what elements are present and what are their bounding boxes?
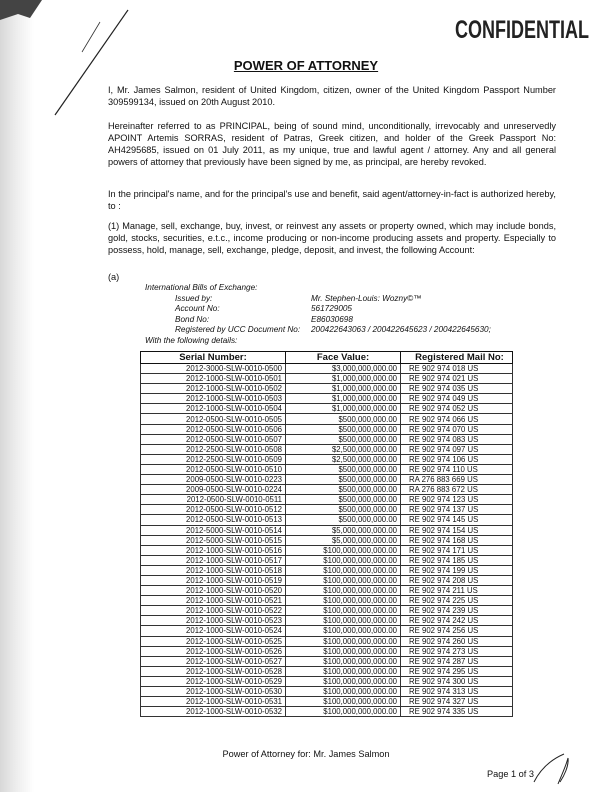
footer-text: Power of Attorney for: Mr. James Salmon [222,749,390,759]
ucc-value: 200422643063 / 200422645623 / 200422645630; [311,325,491,335]
serial-number-cell: 2012-1000-SLW-0010-0522 [141,606,286,616]
serial-number-cell: 2012-1000-SLW-0010-0524 [141,626,286,636]
ucc-label: Registered by UCC Document No: [175,325,301,335]
table-row [141,495,513,505]
table-row [141,687,513,697]
registered-mail-cell: RE 902 974 021 US [401,374,513,384]
table-row [141,676,513,686]
face-value-cell: $100,000,000,000.00 [286,676,401,686]
issued-by-label: Issued by: [175,293,213,303]
face-value-cell: $500,000,000.00 [286,495,401,505]
table-row [141,424,513,434]
registered-mail-header: Registered Mail No: [401,352,513,364]
serial-number-cell: 2012-1000-SLW-0010-0501 [141,374,286,384]
account-label: Account No: [175,304,220,314]
serial-number-cell: 2009-0500-SLW-0010-0224 [141,485,286,495]
face-value-cell: $1,000,000,000.00 [286,404,401,414]
registered-mail-cell: RE 902 974 052 US [401,404,513,414]
registered-mail-cell: RE 902 974 145 US [401,515,513,525]
serial-number-cell: 2012-0500-SLW-0010-0506 [141,424,286,434]
table-row [141,414,513,424]
face-value-cell: $100,000,000,000.00 [286,656,401,666]
face-value-cell: $500,000,000.00 [286,505,401,515]
table-header-row [141,352,513,364]
table-row [141,586,513,596]
serial-number-cell: 2012-0500-SLW-0010-0505 [141,414,286,424]
serial-number-cell: 2012-0500-SLW-0010-0511 [141,495,286,505]
registered-mail-cell: RE 902 974 211 US [401,586,513,596]
registered-mail-cell: RE 902 974 070 US [401,424,513,434]
document-title: POWER OF ATTORNEY [233,58,379,73]
registered-mail-cell: RE 902 974 287 US [401,656,513,666]
face-value-cell: $100,000,000,000.00 [286,575,401,585]
table-body [141,364,513,717]
table-row [141,434,513,444]
serial-number-cell: 2012-1000-SLW-0010-0529 [141,676,286,686]
face-value-cell: $100,000,000,000.00 [286,586,401,596]
with-details-text: With the following details: [145,335,238,345]
serial-number-cell: 2012-1000-SLW-0010-0519 [141,575,286,585]
table-row [141,464,513,474]
registered-mail-cell: RE 902 974 185 US [401,555,513,565]
serial-number-cell: 2012-1000-SLW-0010-0528 [141,666,286,676]
face-value-cell: $1,000,000,000.00 [286,374,401,384]
table-row [141,596,513,606]
table-row [141,656,513,666]
serial-number-cell: 2012-1000-SLW-0010-0504 [141,404,286,414]
face-value-header: Face Value: [286,352,401,364]
registered-mail-cell: RE 902 974 260 US [401,636,513,646]
face-value-cell: $100,000,000,000.00 [286,687,401,697]
serial-number-cell: 2012-1000-SLW-0010-0531 [141,697,286,707]
serial-number-cell: 2012-1000-SLW-0010-0525 [141,636,286,646]
serial-number-cell: 2012-1000-SLW-0010-0532 [141,707,286,717]
face-value-cell: $500,000,000.00 [286,464,401,474]
table-row [141,505,513,515]
face-value-cell: $100,000,000,000.00 [286,596,401,606]
serial-number-cell: 2012-1000-SLW-0010-0530 [141,687,286,697]
initials-signature [528,752,578,786]
account-value: 561729005 [311,304,352,314]
confidential-stamp: CONFIDENTIAL [455,16,589,44]
registered-mail-cell: RE 902 974 123 US [401,495,513,505]
face-value-cell: $100,000,000,000.00 [286,545,401,555]
registered-mail-cell: RE 902 974 199 US [401,565,513,575]
table-row [141,444,513,454]
table-row [141,374,513,384]
table-row [141,697,513,707]
registered-mail-cell: RE 902 974 083 US [401,434,513,444]
registered-mail-cell: RE 902 974 313 US [401,687,513,697]
serial-number-cell: 2012-0500-SLW-0010-0507 [141,434,286,444]
registered-mail-cell: RE 902 974 171 US [401,545,513,555]
face-value-cell: $100,000,000,000.00 [286,565,401,575]
serial-number-cell: 2012-1000-SLW-0010-0516 [141,545,286,555]
serial-number-cell: 2012-1000-SLW-0010-0527 [141,656,286,666]
registered-mail-cell: RE 902 974 035 US [401,384,513,394]
table-row [141,626,513,636]
face-value-cell: $500,000,000.00 [286,515,401,525]
registered-mail-cell: RE 902 974 110 US [401,464,513,474]
serial-number-cell: 2012-1000-SLW-0010-0503 [141,394,286,404]
section-marker: (a) [108,272,120,282]
registered-mail-cell: RE 902 974 066 US [401,414,513,424]
face-value-cell: $500,000,000.00 [286,485,401,495]
face-value-cell: $3,000,000,000.00 [286,364,401,374]
table-row [141,515,513,525]
table-row [141,485,513,495]
table-row [141,636,513,646]
face-value-cell: $1,000,000,000.00 [286,384,401,394]
serial-number-cell: 2012-1000-SLW-0010-0526 [141,646,286,656]
page-indicator: Page 1 of 3 [487,769,534,779]
face-value-cell: $100,000,000,000.00 [286,697,401,707]
table-row [141,606,513,616]
registered-mail-cell: RE 902 974 018 US [401,364,513,374]
bond-label: Bond No: [175,314,210,324]
table-row [141,404,513,414]
face-value-cell: $100,000,000,000.00 [286,616,401,626]
serial-number-cell: 2012-1000-SLW-0010-0521 [141,596,286,606]
face-value-cell: $2,500,000,000.00 [286,444,401,454]
registered-mail-cell: RA 276 883 672 US [401,485,513,495]
face-value-cell: $100,000,000,000.00 [286,636,401,646]
table-row [141,475,513,485]
table-row [141,535,513,545]
registered-mail-cell: RE 902 974 327 US [401,697,513,707]
table-row [141,555,513,565]
registered-mail-cell: RE 902 974 273 US [401,646,513,656]
details-heading: International Bills of Exchange: [145,283,258,292]
serial-number-cell: 2012-0500-SLW-0010-0512 [141,505,286,515]
registered-mail-cell: RE 902 974 256 US [401,626,513,636]
table-row [141,545,513,555]
serial-number-cell: 2012-5000-SLW-0010-0515 [141,535,286,545]
registered-mail-cell: RE 902 974 137 US [401,505,513,515]
registered-mail-cell: RE 902 974 300 US [401,676,513,686]
face-value-cell: $100,000,000,000.00 [286,606,401,616]
serial-number-cell: 2012-3000-SLW-0010-0500 [141,364,286,374]
registered-mail-cell: RE 902 974 049 US [401,394,513,404]
registered-mail-cell: RE 902 974 239 US [401,606,513,616]
serial-number-cell: 2012-0500-SLW-0010-0510 [141,464,286,474]
table-row [141,707,513,717]
table-row [141,575,513,585]
serial-number-cell: 2009-0500-SLW-0010-0223 [141,475,286,485]
principal-identity-paragraph: I, Mr. James Salmon, resident of United Kingdom, citizen, owner of the United Kingdom Passport Number 309599134, issued on 20th August 2010. [108,85,556,107]
bills-table [140,351,513,717]
authorization-paragraph: In the principal's name, and for the principal's use and benefit, said agent/attorney-in-fact is authorized hereby, to : [108,189,556,211]
table-row [141,394,513,404]
serial-number-header: Serial Number: [141,352,286,364]
table-row [141,384,513,394]
registered-mail-cell: RE 902 974 168 US [401,535,513,545]
appointment-paragraph: Hereinafter referred to as PRINCIPAL, being of sound mind, unconditionally, irrevocably and unreservedly APOINT Artemis SORRAS, resident of Patras, Greek citizen, and holder of the Greek Passport No: AH4295685, issued on 01 July 2011, as my unique, true and lawful agent / attorney. Any and all general powers of attorney that previously have been signed by me, as principal, are hereby revoked. [108,121,556,167]
face-value-cell: $500,000,000.00 [286,475,401,485]
face-value-cell: $500,000,000.00 [286,414,401,424]
serial-number-cell: 2012-0500-SLW-0010-0513 [141,515,286,525]
table-row [141,565,513,575]
serial-number-cell: 2012-5000-SLW-0010-0514 [141,525,286,535]
registered-mail-cell: RE 902 974 295 US [401,666,513,676]
registered-mail-cell: RE 902 974 242 US [401,616,513,626]
face-value-cell: $500,000,000.00 [286,424,401,434]
face-value-cell: $100,000,000,000.00 [286,646,401,656]
face-value-cell: $100,000,000,000.00 [286,626,401,636]
face-value-cell: $5,000,000,000.00 [286,535,401,545]
table-row [141,646,513,656]
serial-number-cell: 2012-1000-SLW-0010-0520 [141,586,286,596]
serial-number-cell: 2012-1000-SLW-0010-0502 [141,384,286,394]
registered-mail-cell: RA 276 883 669 US [401,475,513,485]
serial-number-cell: 2012-1000-SLW-0010-0517 [141,555,286,565]
face-value-cell: $500,000,000.00 [286,434,401,444]
bond-value: E86030698 [311,314,353,324]
issued-by-value: Mr. Stephen-Louis: Wozny©™ [311,293,422,303]
table-row [141,616,513,626]
powers-paragraph: (1) Manage, sell, exchange, buy, invest, or reinvest any assets or property owned, which may include bonds, gold, stocks, securities, e.t.c., income producing or non-income producing assets and property. Especially to possess, hold, manage, sell, exchange, pledge, deposit, and invest, the following Account: [108,221,556,255]
serial-number-cell: 2012-2500-SLW-0010-0508 [141,444,286,454]
serial-number-cell: 2012-1000-SLW-0010-0518 [141,565,286,575]
face-value-cell: $2,500,000,000.00 [286,454,401,464]
registered-mail-cell: RE 902 974 097 US [401,444,513,454]
face-value-cell: $1,000,000,000.00 [286,394,401,404]
registered-mail-cell: RE 902 974 335 US [401,707,513,717]
table-row [141,525,513,535]
face-value-cell: $100,000,000,000.00 [286,666,401,676]
serial-number-cell: 2012-2500-SLW-0010-0509 [141,454,286,464]
face-value-cell: $100,000,000,000.00 [286,707,401,717]
table-row [141,454,513,464]
table-row [141,364,513,374]
table-row [141,666,513,676]
registered-mail-cell: RE 902 974 106 US [401,454,513,464]
registered-mail-cell: RE 902 974 208 US [401,575,513,585]
registered-mail-cell: RE 902 974 225 US [401,596,513,606]
face-value-cell: $100,000,000,000.00 [286,555,401,565]
face-value-cell: $5,000,000,000.00 [286,525,401,535]
serial-number-cell: 2012-1000-SLW-0010-0523 [141,616,286,626]
registered-mail-cell: RE 902 974 154 US [401,525,513,535]
